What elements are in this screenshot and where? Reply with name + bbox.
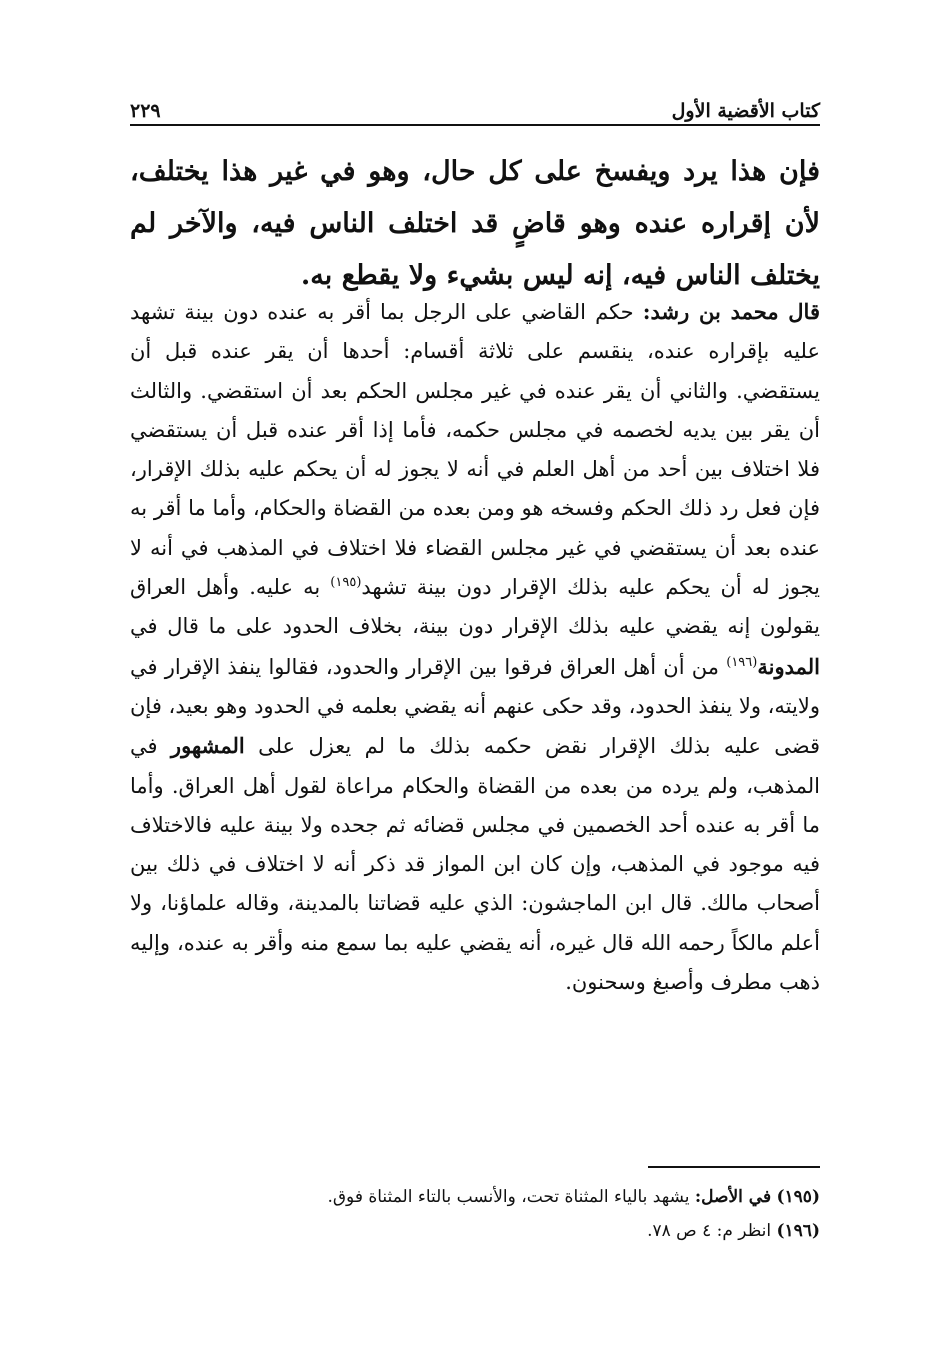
footnote-ref-196[interactable]: (١٩٦): [726, 654, 758, 670]
footnote-ref-195[interactable]: (١٩٥): [330, 575, 362, 591]
term-mashhur: المشهور: [170, 733, 245, 759]
footnote-divider: [648, 1166, 820, 1168]
commentary-paragraph: [130, 292, 820, 1002]
footnote-number: (١٩٦): [776, 1221, 820, 1241]
footnotes: [130, 1180, 820, 1248]
header-divider: [130, 124, 820, 126]
running-header: [130, 88, 820, 122]
book-name-mudawwana: المدونة: [757, 653, 820, 679]
footnote-label: في الأصل:: [694, 1187, 772, 1207]
commentary-text-1: حكم القاضي على الرجل بما أقر به عنده دون بينة تشهد عليه بإقراره عنده، ينقسم على ثلاثة أقسام: أحدها أن يقر عنده قبل أن يستقضي. والثاني أن يقر عنده في غير مجلس الحكم بعد أن استقضي. والثالث أن يقر بين يديه لخصمه في مجلس حكمه، فأما إذا أقر عنده قبل أن يستقضي فلا اختلاف بين أحد من أهل العلم في أنه لا يجوز له أن يحكم عليه بذلك الإقرار، فإن فعل رد ذلك الحكم وفسخه هو ومن بعده من القضاة والحكام، وأما ما أقر به عنده بعد أن يستقضي في غير مجلس القضاء فلا اختلاف في المذهب في أنه لا يجوز له أن يحكم عليه بذلك الإقرار دون بينة تشهد: [130, 300, 820, 600]
footnote-195: [130, 1180, 820, 1214]
page-number: ٢٢٩: [130, 100, 161, 122]
commentary-text-2: به عليه. وأهل العراق يقولون إنه يقضي عليه بذلك الإقرار دون بينة، بخلاف الحدود على ما قال في: [130, 575, 820, 639]
footnote-number: (١٩٥): [776, 1187, 820, 1207]
footnote-196: [130, 1214, 820, 1248]
footnote-text: يشهد بالياء المثناة تحت، والأنسب بالتاء المثناة فوق.: [327, 1187, 695, 1207]
speaker-label: قال محمد بن رشد:: [642, 299, 820, 324]
commentary-text-4: في المذهب، ولم يرده من بعده من القضاة والحكام مراعاة لقول أهل العراق. وأما ما أقر به عنده أحد الخصمين في مجلس قضائه ثم جحده ولا بينة عليه فالاختلاف فيه موجود في المذهب، وإن كان ابن المواز قد ذكر أنه لا اختلاف في ذلك بين أصحاب مالك. قال ابن الماجشون: الذي عليه قضاتنا بالمدينة، وقاله علماؤنا، ولا أعلم مالكاً رحمه الله قال غيره، أنه يقضي عليه بما سمع منه وأقر به عنده، وإليه ذهب مطرف وأصبغ وسحنون.: [130, 734, 820, 995]
footnote-text: انظر م: ٤ ص ٧٨.: [647, 1221, 777, 1241]
commentary-text-3: من أن أهل العراق فرقوا بين الإقرار والحدود، فقالوا ينفذ الإقرار في ولايته، ولا ينفذ الحدود، وقد حكى عنهم أنه يقضي بعلمه في الحدود وهو بعيد، فإن قضى عليه بذلك الإقرار نقض حكمه بذلك ما لم يعزل على: [130, 654, 820, 759]
book-title: كتاب الأقضية الأول: [671, 100, 820, 122]
intro-paragraph: فإن هذا يرد ويفسخ على كل حال، وهو في غير هذا يختلف، لأن إقراره عنده وهو قاضٍ قد اختلف الناس فيه، والآخر لم يختلف الناس فيه، إنه ليس بشيء ولا يقطع به.: [130, 156, 820, 291]
